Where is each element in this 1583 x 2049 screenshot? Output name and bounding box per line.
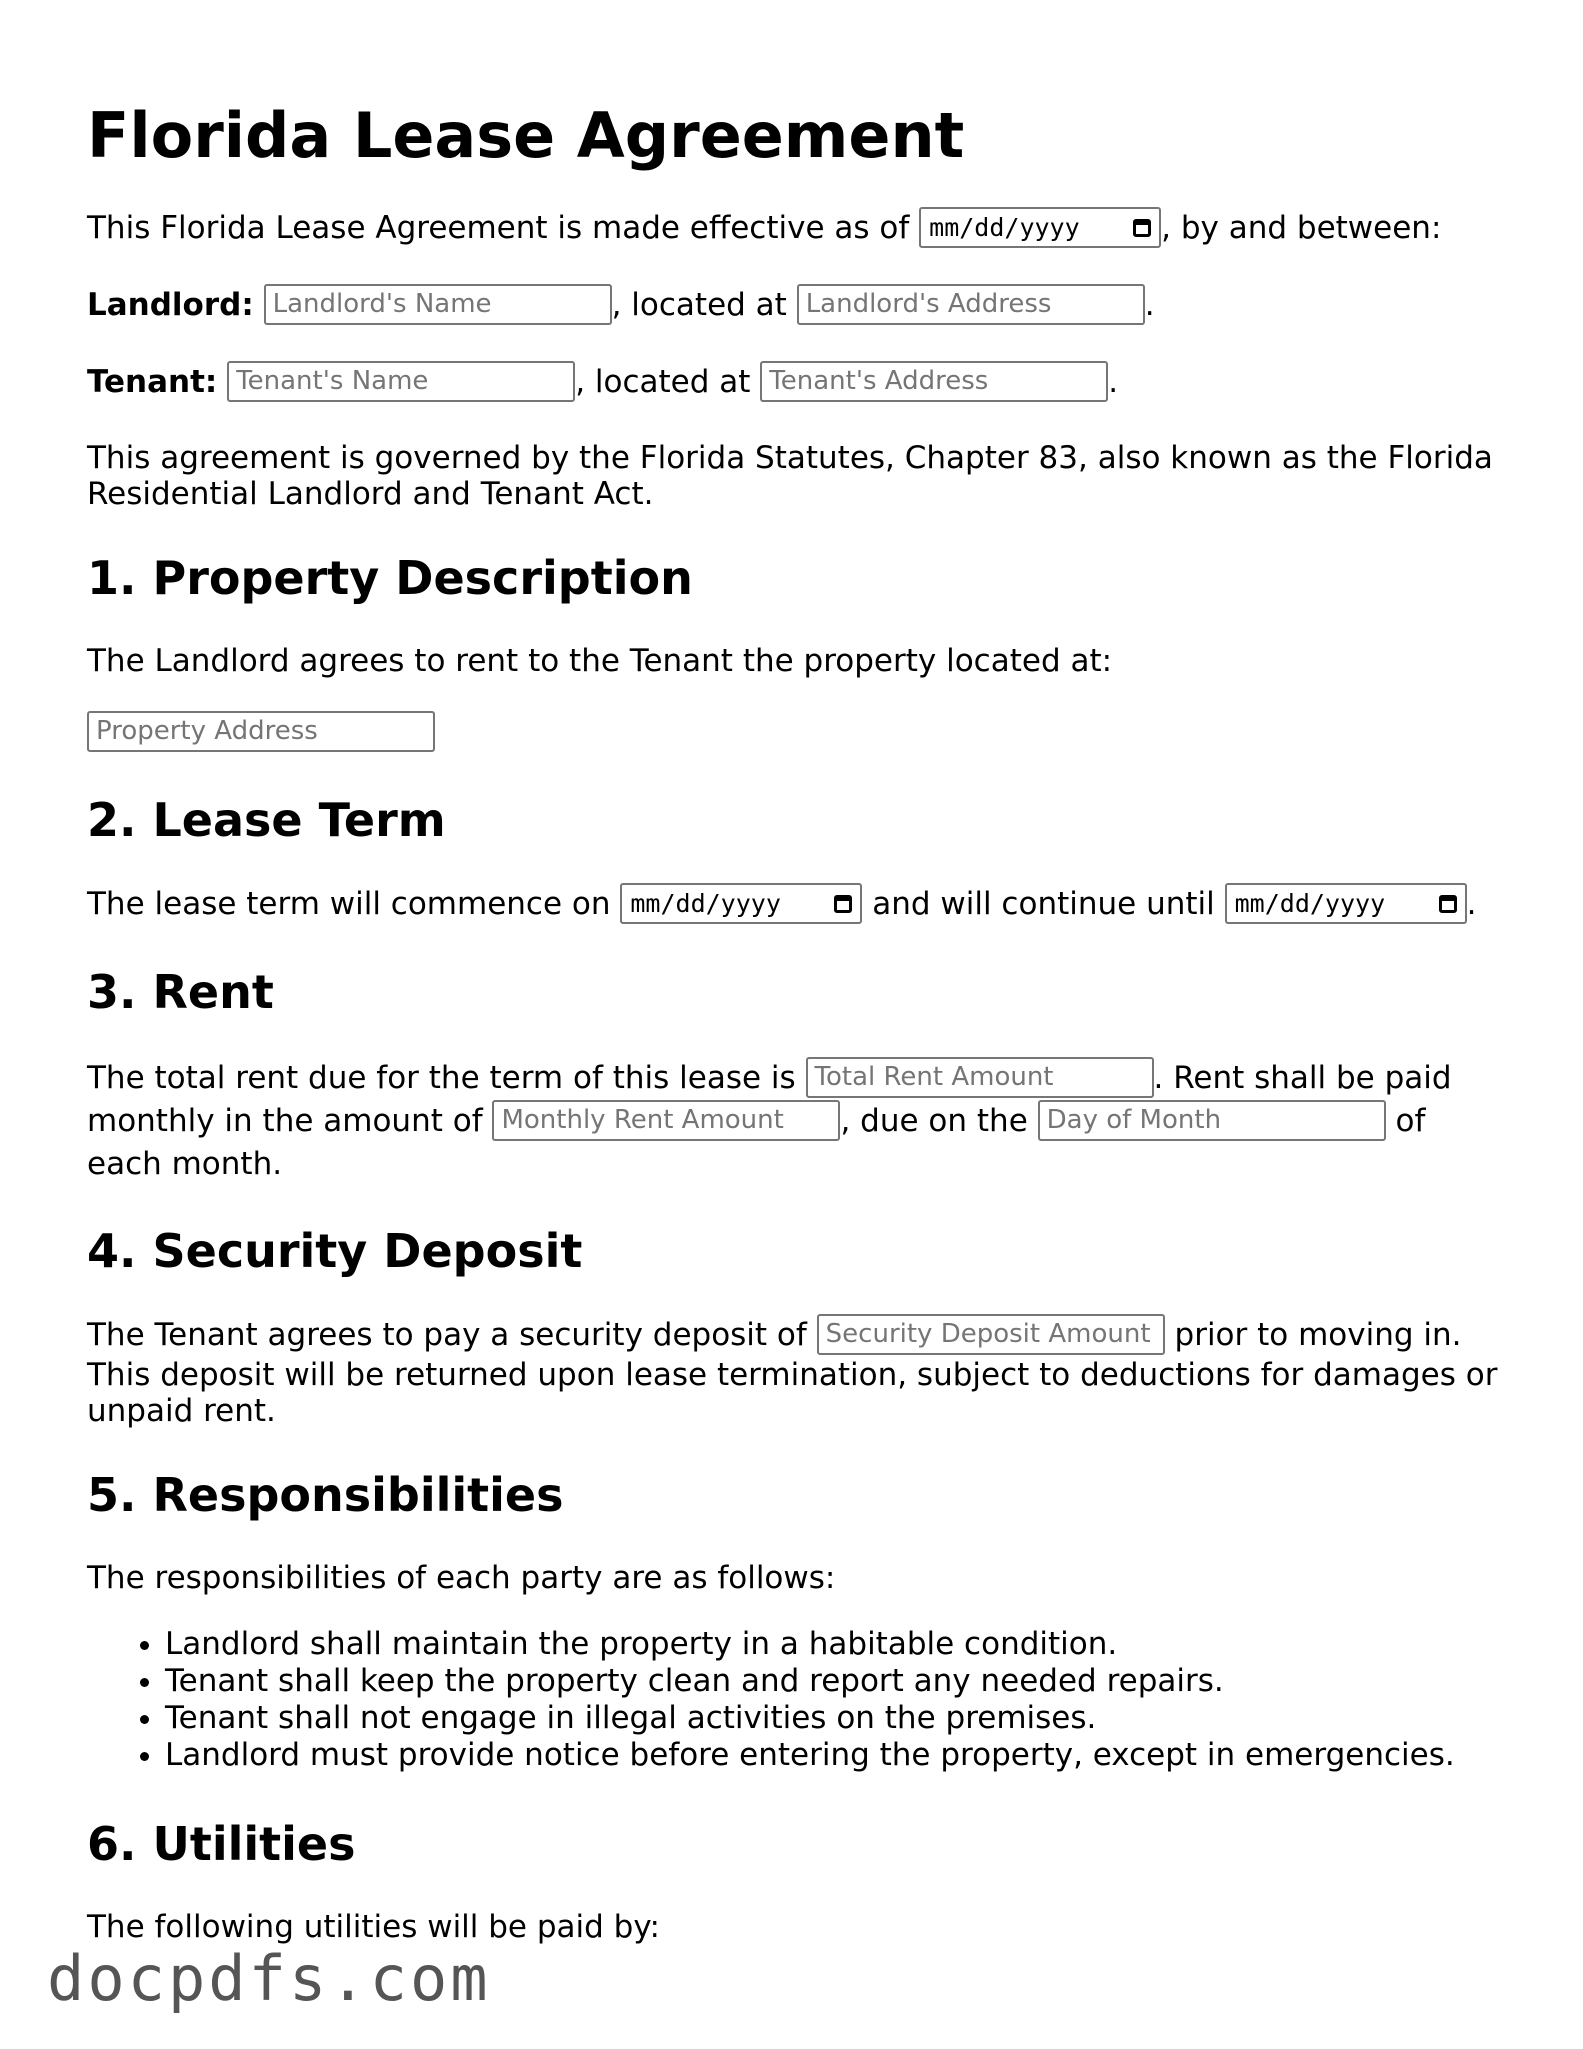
lease-end-date-input[interactable]	[1225, 883, 1467, 924]
landlord-label: Landlord:	[87, 287, 254, 324]
deposit-text-2: prior to moving in. This deposit will be returned upon lease termination, subject to deductions for damages or unpaid rent.	[87, 1316, 1498, 1429]
effective-date-input[interactable]	[919, 207, 1161, 248]
list-item: • Landlord shall maintain the property in a habitable condition.	[165, 1626, 1507, 1663]
responsibilities-list	[87, 1626, 1507, 1774]
lease-end-placeholder: mm/dd/yyyy	[1234, 888, 1386, 918]
calendar-icon[interactable]	[834, 895, 852, 913]
term-text-before: The lease term will commence on	[87, 886, 621, 923]
section-heading-deposit: 4. Security Deposit	[87, 1223, 583, 1278]
lease-document	[87, 100, 1507, 1981]
calendar-icon[interactable]	[1439, 895, 1457, 913]
tenant-address-input[interactable]: Tenant's Address	[760, 361, 1108, 402]
governing-paragraph: This agreement is governed by the Florida Statutes, Chapter 83, also known as the Florida Residential Landlord and Tenant Act.	[87, 440, 1493, 513]
rent-paragraph	[87, 1057, 1507, 1185]
intro-text-before: This Florida Lease Agreement is made effective as of	[87, 210, 920, 247]
section-heading-property: 1. Property Description	[87, 551, 693, 606]
rent-text-1: The total rent due for the term of this lease is	[87, 1059, 806, 1096]
property-text: The Landlord agrees to rent to the Tenant the property located at:	[87, 643, 1113, 680]
list-item: • Tenant shall keep the property clean and report any needed repairs.	[165, 1663, 1507, 1700]
deposit-paragraph	[87, 1316, 1507, 1429]
deposit-text-1: The Tenant agrees to pay a security deposit of	[87, 1316, 817, 1353]
total-rent-input[interactable]: Total Rent Amount	[806, 1057, 1154, 1098]
rent-text-3: , due on the	[840, 1102, 1038, 1139]
page-title: Florida Lease Agreement	[87, 99, 965, 172]
section-heading-utilities: 6. Utilities	[87, 1816, 356, 1871]
intro-text-after: , by and between:	[1161, 210, 1442, 247]
responsibilities-text: The responsibilities of each party are as follows:	[87, 1559, 836, 1596]
section-heading-rent: 3. Rent	[87, 965, 274, 1020]
lease-start-placeholder: mm/dd/yyyy	[630, 888, 781, 918]
tenant-line-end: .	[1108, 364, 1119, 401]
intro-paragraph	[87, 209, 1507, 250]
list-item: • Tenant shall not engage in illegal activities on the premises.	[165, 1700, 1507, 1737]
watermark: docpdfs.com	[47, 1942, 491, 2015]
lease-start-date-input[interactable]	[620, 883, 862, 924]
landlord-located-at: , located at	[611, 287, 797, 324]
section-heading-term: 2. Lease Term	[87, 793, 446, 848]
landlord-name-input[interactable]: Landlord's Name	[264, 284, 612, 325]
calendar-icon[interactable]	[1133, 219, 1151, 237]
tenant-line	[87, 363, 1507, 404]
landlord-address-input[interactable]: Landlord's Address	[797, 284, 1145, 325]
tenant-located-at: , located at	[575, 364, 761, 401]
property-address-row	[87, 713, 1507, 754]
effective-date-placeholder: mm/dd/yyyy	[929, 212, 1080, 242]
utilities-text: The following utilities will be paid by:	[87, 1908, 660, 1945]
list-item: • Landlord must provide notice before entering the property, except in emergencies.	[165, 1737, 1507, 1774]
rent-due-day-input[interactable]: Day of Month	[1038, 1100, 1386, 1141]
rent-text-2: . Rent shall be paid monthly in the amount of	[87, 1059, 1452, 1139]
landlord-line-end: .	[1144, 287, 1155, 324]
section-heading-responsibilities: 5. Responsibilities	[87, 1467, 564, 1522]
term-text-middle: and will continue until	[862, 886, 1225, 923]
security-deposit-input[interactable]: Security Deposit Amount	[817, 1314, 1165, 1355]
term-text-end: .	[1466, 886, 1477, 923]
rent-text-4: of each month.	[87, 1102, 1426, 1182]
landlord-line	[87, 286, 1507, 327]
term-paragraph	[87, 885, 1507, 926]
tenant-name-input[interactable]: Tenant's Name	[227, 361, 575, 402]
property-address-input[interactable]: Property Address	[87, 711, 435, 752]
tenant-label: Tenant:	[87, 364, 218, 401]
monthly-rent-input[interactable]: Monthly Rent Amount	[492, 1100, 840, 1141]
